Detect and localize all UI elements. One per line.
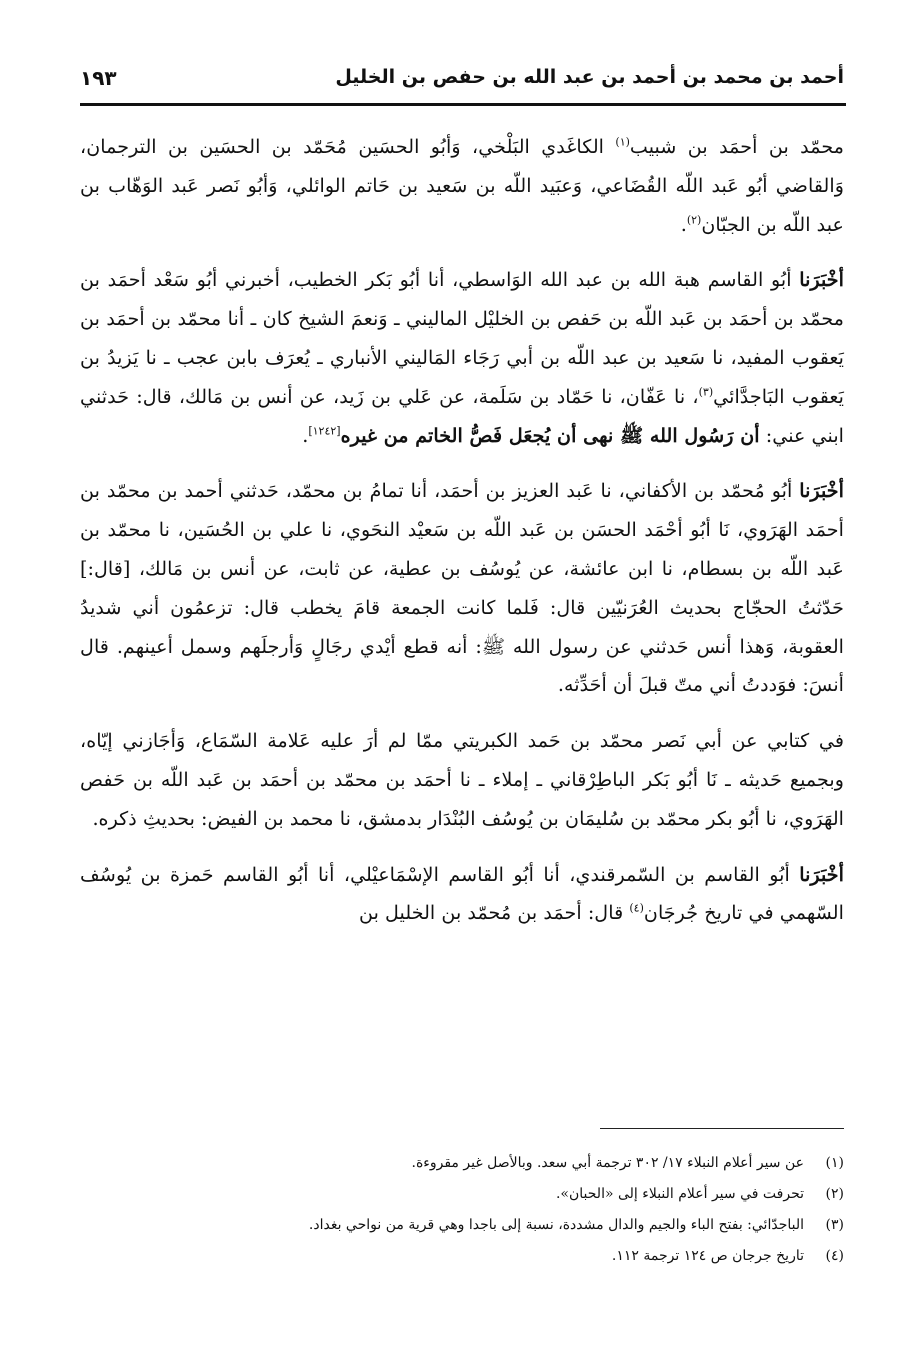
paragraph [80, 722, 844, 838]
footnote-text: تاريخ جرجان ص ١٢٤ ترجمة ١١٢. [611, 1248, 804, 1264]
running-title: أحمد بن محمد بن أحمد بن عبد الله بن حفص بن الخليل [335, 66, 844, 88]
text-run: في كتابي عن أبي نَصر محمّد بن حَمد الكبريتي ممّا لم أرَ عليه عَلامة السّمَاع، وَأجَازني إيّاه، وبجميع حَديثه ـ نَا أبُو بَكر الباطِرْقاني ـ إملاء ـ نا أحمَد بن محمّد بن أحمَد بن عَبد اللّه بن حَفص الهَرَوي، نا أبُو بكر محمّد بن سُليمَان بن يُوسُف البُنْدَار بدمشق، نا محمد بن الفيض: بحديثِ ذكره. [80, 729, 844, 830]
footnote-number: (٣) [825, 1217, 844, 1233]
text-run: أبُو مُحمّد بن الأكفاني، نا عَبد العزيز بن أحمَد، أنا تمامُ بن محمّد، حَدثني أحمد بن محمّد بن أحمَد الهَرَوي، نَا أبُو أحْمَد الحسَن بن عَبد اللّه بن سَعيْد النحَوي، نا علي بن الحُسَين، نا محمّد بن عَبد اللّه بن بسطام، نا ابن عائشة، عن يُوسُف بن عطية، عن ثابت، عن أنس بن مَالك، [قال:] حَدّثتُ الحجّاج بحديث العُرَنيّين قال: فَلما كانت الجمعة قامَ يخطب قال: تزعمُون أني شديدُ العقوبة، وَهذا أنس حَدثني عن رسول الله ﷺ: أنه قطع أيْدي رجَالٍ وَأرجلَهم وسمل أعينهم. قال أنسَ: فوَددتُ أني متّ قبلَ أن أحَدِّثه. [80, 479, 844, 697]
text-run: . [680, 212, 687, 236]
footnote-number: (١) [825, 1155, 844, 1171]
paragraph [80, 128, 844, 244]
footnote-marker: (٢) [686, 213, 702, 227]
emphasized-text: أن رَسُول الله ﷺ نهى أن يُجعَل فَصُّ الخاتم من غيره [340, 423, 760, 447]
emphasized-text: أخْبَرَنا [799, 862, 844, 886]
footnote [80, 1210, 844, 1241]
footnote-marker: (٤) [629, 901, 644, 915]
footnote-rule [600, 1128, 844, 1129]
footnote-number: (٢) [825, 1186, 844, 1202]
footnote-number: (٤) [825, 1248, 844, 1264]
page-number: ١٩٣ [80, 66, 117, 90]
footnotes [80, 1148, 844, 1272]
footnote-text: عن سير أعلام النبلاء ١٧/ ٣٠٢ ترجمة أبي سعد. وبالأصل غير مقروءة. [411, 1155, 804, 1171]
footnote [80, 1241, 844, 1272]
text-run: قال: أحمَد بن مُحمّد بن الخليل بن [358, 901, 630, 925]
main-text [80, 128, 844, 933]
text-run: أبُو القاسم بن السّمرقندي، أنا أبُو القاسم الإسْمَاعيْلي، أنا أبُو القاسم حَمزة بن يُوسُف السّهمي في تاريخ جُرجَان [80, 862, 844, 925]
text-run: أبُو القاسم هبة الله بن عبد الله الوَاسطي، أنا أبُو بَكر الخطيب، أخبرني أبُو سَعْد أحمَد بن محمّد بن أحمَد بن عَبد اللّه بن حَفص بن الخليْل الماليني ـ وَنعمَ الشيخ كان ـ أنا محمّد بن أحمَد بن يَعقوب المفيد، نا سَعيد بن عبد اللّه بن أبي رَجَاء المَاليني الأنباري ـ يُعرَف بابن عجب ـ نا يَزيدُ بن يَعقوب البَاجدَّائي [80, 268, 844, 408]
text-run: محمّد بن أحمَد بن شبيب [629, 135, 844, 158]
footnote-marker: (١) [615, 135, 630, 149]
paragraph [80, 856, 844, 934]
footnote-marker: (٣) [698, 385, 714, 399]
paragraph [80, 472, 844, 705]
running-header [80, 60, 844, 104]
text-run: . [302, 423, 309, 447]
footnote [80, 1148, 844, 1179]
footnote-text: الباجدّائي: بفتح الباء والجيم والدال مشددة، نسبة إلى باجدا وهي قرية من نواحي بغداد. [308, 1217, 804, 1233]
header-rule [80, 103, 846, 106]
paragraph [80, 261, 844, 455]
footnote [80, 1179, 844, 1210]
emphasized-text: أخْبَرَنا [799, 479, 844, 503]
footnote-text: تحرفت في سير أعلام النبلاء إلى «الحبان». [555, 1186, 804, 1202]
text-run: الكاغَدي البَلْخي، وَأبُو الحسَين مُحَمّد بن الحسَين بن الترجمان، وَالقاضي أبُو عَبد اللّه القُضَاعي، وَعبَيد اللّه بن سَعيد بن حَاتم الوائلي، وَأبُو نَصر عَبد الوَهّاب بن عبد اللّه بن الجبّان [80, 135, 844, 236]
footnote-marker: [١٢٤٢] [308, 424, 341, 438]
emphasized-text: أخْبَرَنا [799, 268, 844, 292]
text-run: ، نا عَفّان، نا حَمّاد بن سَلَمة، عن عَلي بن زَيد، عن أنس بن مَالك، قال: حَدثني ابني عني: [80, 384, 844, 447]
